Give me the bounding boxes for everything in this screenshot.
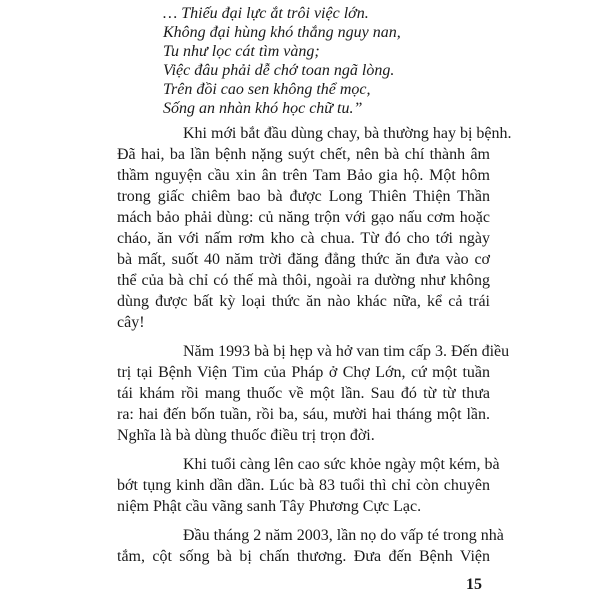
text-line: thầm nguyện cầu xin ân trên Tam Bảo gia hộ. Một hôm <box>117 167 490 184</box>
text-line: Năm 1993 bà bị hẹp và hở van tim cấp 3. Đến điều <box>183 343 510 360</box>
text-line: Khi mới bắt đầu dùng chay, bà thường hay bị bệnh. <box>183 125 512 142</box>
page-number: 15 <box>466 576 482 593</box>
text-line: Nghĩa là bà dùng thuốc điều trị trọn đời. <box>117 427 375 444</box>
poem-line: Tu như lọc cát tìm vàng; <box>163 43 320 60</box>
poem-line: Sống an nhàn khó học chữ tu.” <box>163 100 363 117</box>
text-line: Đầu tháng 2 năm 2003, lần nọ do vấp té trong nhà <box>183 527 504 544</box>
text-line: cháo, ăn với nấm rơm kho cà chua. Từ đó cho tới ngày <box>117 230 490 247</box>
text-line: tắm, cột sống bà bị chấn thương. Đưa đến Bệnh Viện <box>117 548 490 565</box>
text-line: ra: hai đến bốn tuần, rồi ba, sáu, mười hai tháng một lần. <box>117 406 490 423</box>
text-line: mách bảo phải dùng: củ năng trộn với gạo nấu cơm hoặc <box>117 209 490 226</box>
text-line: trong giấc chiêm bao bà được Long Thiên Thiện Thần <box>117 188 490 205</box>
text-line: cây! <box>117 314 145 331</box>
poem-line: Không đại hùng khó thắng nguy nan, <box>163 24 401 41</box>
text-line: bà mất, suốt 40 năm trời đăng đẳng thức ăn đưa vào cơ <box>117 251 490 268</box>
text-line: niệm Phật cầu vãng sanh Tây Phương Cực Lạc. <box>117 498 422 515</box>
text-line: dùng được bất kỳ loại thức ăn nào khác nữa, kể cả trái <box>117 293 490 310</box>
text-line: trị tại Bệnh Viện Tim của Pháp ở Chợ Lớn, cứ một tuần <box>117 364 490 381</box>
poem-line: Việc đâu phải dễ chớ toan ngã lòng. <box>163 62 395 79</box>
text-line: Khi tuổi càng lên cao sức khỏe ngày một kém, bà <box>183 456 500 473</box>
text-line: tái khám rồi mang thuốc về một lần. Sau đó từ từ thưa <box>117 385 490 402</box>
text-line: thể của bà chỉ có thế mà thôi, ngoài ra dường như không <box>117 272 490 289</box>
poem-line: Trên đồi cao sen không thể mọc, <box>163 81 371 98</box>
poem-line: … Thiếu đại lực ắt trôi việc lớn. <box>163 5 369 22</box>
text-line: bớt tụng kinh dần dần. Lúc bà 83 tuổi thì chỉ còn chuyên <box>117 477 490 494</box>
text-line: Đã hai, ba lần bệnh nặng suýt chết, nên bà chí thành âm <box>117 146 490 163</box>
